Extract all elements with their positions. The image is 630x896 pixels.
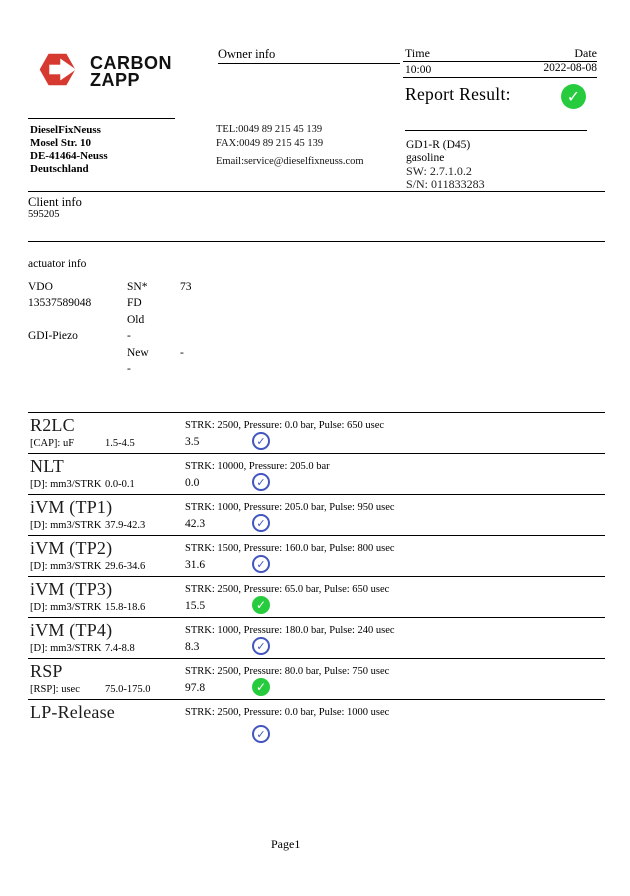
check-blue-icon: ✓ [252,514,270,532]
test-value: 3.5 [185,436,200,448]
owner-info-heading: Owner info [218,47,276,61]
actuator-cell: - [180,346,184,359]
device-fuel: gasoline [406,152,445,164]
time-label: Time [405,46,430,60]
test-unit: [CAP]: uF [30,438,75,449]
actuator-row [28,330,328,346]
test-unit: [D]: mm3/STRK [30,479,102,490]
actuator-row [28,281,328,297]
owner-city: DE-41464-Neuss [30,150,108,162]
check-blue-icon: ✓ [252,555,270,573]
actuator-row [28,347,328,363]
date-value: 2022-08-08 [543,62,597,74]
test-unit: [D]: mm3/STRK [30,643,102,654]
device-versions [406,165,485,190]
test-unit: [D]: mm3/STRK [30,520,102,531]
actuator-cell: 73 [180,281,192,293]
actuator-cell: Old [127,313,145,326]
time-value: 10:00 [405,64,432,76]
owner-name: DieselFixNeuss [30,124,101,136]
test-params: STRK: 2500, Pressure: 65.0 bar, Pulse: 650 usec [185,584,390,595]
actuator-grid [28,281,328,379]
device-info [406,139,470,165]
test-name: RSP [30,661,63,681]
test-params: STRK: 1500, Pressure: 160.0 bar, Pulse: 800 usec [185,543,395,554]
test-range: 0.0-0.1 [105,479,135,490]
carbonzapp-logo-text [90,55,172,89]
actuator-info-heading: actuator info [28,258,87,270]
test-value: 8.3 [185,641,200,653]
actuator-row [28,297,328,313]
actuator-cell: New [127,346,149,359]
actuator-row [28,314,328,330]
report-result-check-icon: ✓ [561,84,586,109]
owner-tel: TEL:0049 89 215 45 139 [216,124,323,135]
test-range: 75.0-175.0 [105,684,151,695]
test-unit: [D]: mm3/STRK [30,602,102,613]
test-name: iVM (TP3) [30,579,113,599]
report-result-label: Report Result: [405,84,511,104]
check-green-icon: ✓ [252,596,270,614]
owner-fax: FAX:0049 89 215 45 139 [216,137,324,149]
test-name: iVM (TP4) [30,620,113,640]
test-params: STRK: 2500, Pressure: 80.0 bar, Pulse: 750 usec [185,666,390,677]
actuator-cell: 13537589048 [28,297,92,310]
test-params: STRK: 10000, Pressure: 205.0 bar [185,461,330,472]
test-row [28,412,605,453]
test-name: iVM (TP2) [30,538,113,558]
carbonzapp-logo-icon [39,52,76,92]
test-range: 37.9-42.3 [105,520,146,531]
test-params: STRK: 2500, Pressure: 0.0 bar, Pulse: 1000 usec [185,707,390,718]
device-software: SW: 2.7.1.0.2 [406,164,472,178]
address-top-line [28,118,175,119]
device-serial: S/N: 011833283 [406,176,485,191]
client-bottom-line [28,241,605,242]
test-range: 1.5-4.5 [105,438,135,449]
owner-email: Email:service@dieselfixneuss.com [216,156,364,167]
owner-info-underline [218,63,400,64]
check-blue-icon: ✓ [252,637,270,655]
check-blue-icon: ✓ [252,432,270,450]
test-name: LP-Release [30,702,115,722]
test-value: 42.3 [185,518,206,530]
test-row [28,453,605,494]
device-top-line [405,130,587,131]
test-row [28,658,605,699]
owner-street: Mosel Str. 10 [30,137,92,149]
device-model: GD1-R (D45) [406,139,471,151]
client-number: 595205 [28,209,60,220]
test-range: 15.8-18.6 [105,602,146,613]
test-list [28,412,605,747]
actuator-cell: SN* [127,281,148,293]
test-row [28,576,605,617]
actuator-cell: GDI-Piezo [28,330,78,343]
test-unit: [RSP]: usec [30,684,80,695]
test-params: STRK: 1000, Pressure: 180.0 bar, Pulse: 240 usec [185,625,395,636]
test-params: STRK: 2500, Pressure: 0.0 bar, Pulse: 650 usec [185,420,385,431]
test-value: 97.8 [185,682,206,694]
actuator-cell: FD [127,297,142,310]
test-row [28,494,605,535]
client-info-heading: Client info [28,195,82,209]
check-blue-icon: ✓ [252,725,270,743]
actuator-cell: - [127,330,131,343]
check-green-icon: ✓ [252,678,270,696]
test-range: 29.6-34.6 [105,561,146,572]
test-value: 15.5 [185,600,206,612]
actuator-row [28,363,328,379]
test-unit: [D]: mm3/STRK [30,561,102,572]
test-name: NLT [30,456,64,476]
test-row [28,699,605,747]
test-row [28,535,605,576]
page-number: Page1 [271,837,301,851]
test-range: 7.4-8.8 [105,643,135,654]
logo-line2: ZAPP [90,70,141,90]
test-row [28,617,605,658]
actuator-cell: VDO [28,281,53,293]
owner-contact [216,123,364,169]
test-name: iVM (TP1) [30,497,113,517]
time-date-bottom-line [403,77,597,78]
check-blue-icon: ✓ [252,473,270,491]
test-params: STRK: 1000, Pressure: 205.0 bar, Pulse: 950 usec [185,502,395,513]
test-name: R2LC [30,415,75,435]
owner-country: Deutschland [30,163,89,175]
test-value: 31.6 [185,559,206,571]
test-value: 0.0 [185,477,200,489]
client-top-line [28,191,605,192]
actuator-cell: - [127,362,131,375]
owner-address [30,124,108,176]
date-label: Date [574,46,597,60]
logo-line1: CARBON [90,53,172,73]
